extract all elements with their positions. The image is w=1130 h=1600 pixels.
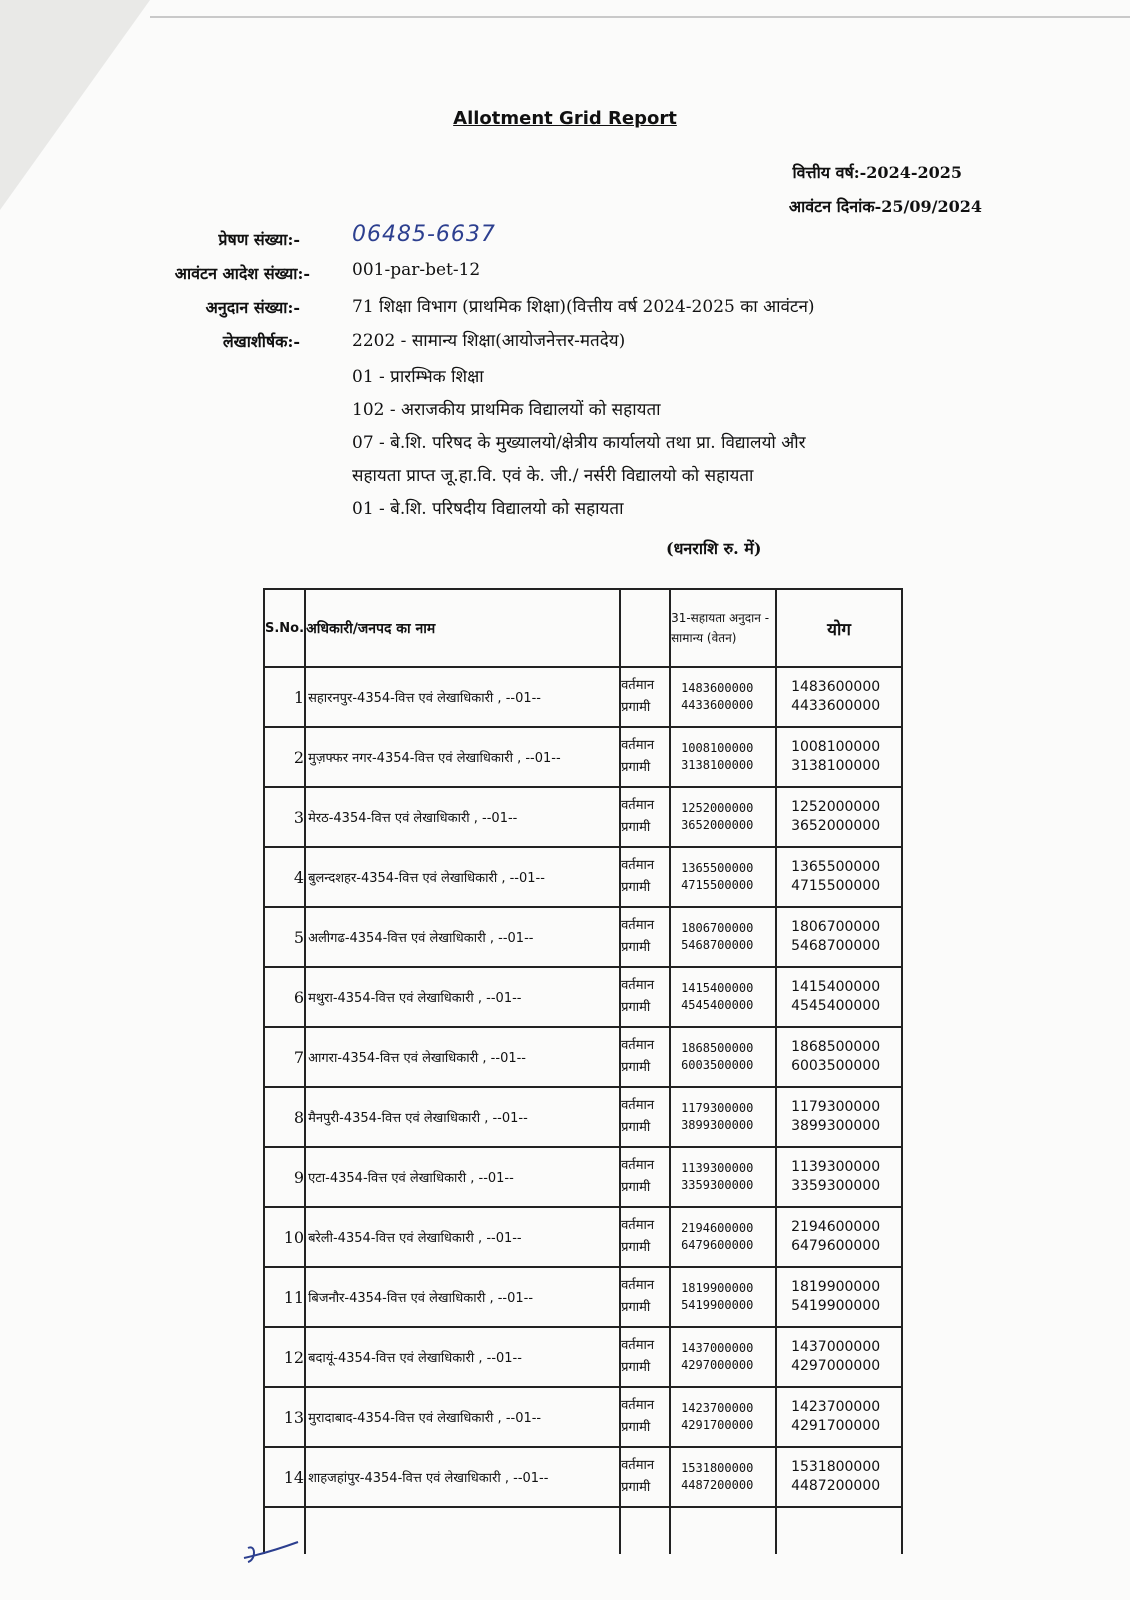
row-type-labels — [620, 1087, 670, 1147]
table-continuation-row — [264, 1507, 902, 1554]
table-row — [264, 967, 902, 1027]
total-progressive-amount: 6479600000 — [791, 1238, 881, 1254]
grant-progressive-amount: 6479600000 — [681, 1238, 754, 1252]
row-grant-amounts — [670, 1447, 776, 1507]
type-progressive-label: प्रगामी — [621, 1060, 651, 1075]
row-sno: 10 — [264, 1207, 305, 1267]
total-progressive-amount: 4545400000 — [791, 998, 881, 1014]
row-officer-name: मथुरा-4354-वित्त एवं लेखाधिकारी , --01-- — [305, 967, 620, 1027]
type-current-label: वर्तमान — [621, 978, 655, 993]
table-row — [264, 787, 902, 847]
total-current-amount: 2194600000 — [791, 1219, 881, 1235]
grant-current-amount: 1806700000 — [681, 921, 754, 935]
total-current-amount: 1179300000 — [791, 1099, 881, 1115]
table-row — [264, 1087, 902, 1147]
row-total-amounts — [776, 847, 902, 907]
total-progressive-amount: 4291700000 — [791, 1418, 881, 1434]
grant-progressive-amount: 4715500000 — [681, 878, 754, 892]
dispatch-number-label: प्रेषण संख्या:- — [218, 230, 300, 249]
row-officer-name: बुलन्दशहर-4354-वित्त एवं लेखाधिकारी , --01-- — [305, 847, 620, 907]
table-row — [264, 1207, 902, 1267]
type-current-label: वर्तमान — [621, 1338, 655, 1353]
row-total-amounts — [776, 787, 902, 847]
row-officer-name: सहारनपुर-4354-वित्त एवं लेखाधिकारी , --01-- — [305, 667, 620, 727]
account-head-line-6: 01 - बे.शि. परिषदीय विद्यालयो को सहायता — [352, 499, 624, 519]
row-grant-amounts — [670, 1267, 776, 1327]
grant-progressive-amount: 4291700000 — [681, 1418, 754, 1432]
row-sno: 1 — [264, 667, 305, 727]
type-current-label: वर्तमान — [621, 798, 655, 813]
grant-progressive-amount: 4297000000 — [681, 1358, 754, 1372]
row-total-amounts — [776, 1147, 902, 1207]
grant-progressive-amount: 5468700000 — [681, 938, 754, 952]
row-grant-amounts — [670, 787, 776, 847]
col-header-type — [620, 589, 670, 667]
row-total-amounts — [776, 667, 902, 727]
row-type-labels — [620, 1027, 670, 1087]
allotment-date: आवंटन दिनांक-25/09/2024 — [788, 197, 982, 216]
row-sno: 9 — [264, 1147, 305, 1207]
report-title: Allotment Grid Report — [453, 108, 677, 129]
type-progressive-label: प्रगामी — [621, 1420, 651, 1435]
grant-current-amount: 1819900000 — [681, 1281, 754, 1295]
type-progressive-label: प्रगामी — [621, 760, 651, 775]
row-type-labels — [620, 1207, 670, 1267]
total-progressive-amount: 6003500000 — [791, 1058, 881, 1074]
row-type-labels — [620, 1447, 670, 1507]
row-total-amounts — [776, 907, 902, 967]
row-type-labels — [620, 1327, 670, 1387]
type-current-label: वर्तमान — [621, 1038, 655, 1053]
type-progressive-label: प्रगामी — [621, 940, 651, 955]
row-sno: 2 — [264, 727, 305, 787]
row-officer-name: मेरठ-4354-वित्त एवं लेखाधिकारी , --01-- — [305, 787, 620, 847]
row-total-amounts — [776, 1387, 902, 1447]
type-progressive-label: प्रगामी — [621, 1240, 651, 1255]
grant-current-amount: 2194600000 — [681, 1221, 754, 1235]
grant-current-amount: 1365500000 — [681, 861, 754, 875]
type-current-label: वर्तमान — [621, 1098, 655, 1113]
total-current-amount: 1806700000 — [791, 919, 881, 935]
row-sno: 13 — [264, 1387, 305, 1447]
grant-current-amount: 1252000000 — [681, 801, 754, 815]
col-header-officer: अधिकारी/जनपद का नाम — [305, 589, 620, 667]
grant-number-value: 71 शिक्षा विभाग (प्राथमिक शिक्षा)(वित्तीय वर्ष 2024-2025 का आवंटन) — [352, 297, 815, 317]
row-officer-name: बदायूं-4354-वित्त एवं लेखाधिकारी , --01-- — [305, 1327, 620, 1387]
grant-current-amount: 1437000000 — [681, 1341, 754, 1355]
table-row — [264, 1387, 902, 1447]
initial-mark — [242, 1538, 302, 1566]
row-sno: 5 — [264, 907, 305, 967]
row-grant-amounts — [670, 727, 776, 787]
row-grant-amounts — [670, 1027, 776, 1087]
grant-current-amount: 1179300000 — [681, 1101, 754, 1115]
row-officer-name: आगरा-4354-वित्त एवं लेखाधिकारी , --01-- — [305, 1027, 620, 1087]
row-grant-amounts — [670, 847, 776, 907]
type-current-label: वर्तमान — [621, 1218, 655, 1233]
row-total-amounts — [776, 1447, 902, 1507]
table-row — [264, 1327, 902, 1387]
type-current-label: वर्तमान — [621, 678, 655, 693]
grant-current-amount: 1008100000 — [681, 741, 754, 755]
total-progressive-amount: 4433600000 — [791, 698, 881, 714]
type-progressive-label: प्रगामी — [621, 1000, 651, 1015]
row-type-labels — [620, 727, 670, 787]
row-total-amounts — [776, 727, 902, 787]
row-grant-amounts — [670, 967, 776, 1027]
row-grant-amounts — [670, 1147, 776, 1207]
row-officer-name: मुज़फ्फर नगर-4354-वित्त एवं लेखाधिकारी , --01-- — [305, 727, 620, 787]
scan-edge — [150, 16, 1130, 18]
grant-progressive-amount: 3899300000 — [681, 1118, 754, 1132]
row-total-amounts — [776, 1207, 902, 1267]
order-number-label: आवंटन आदेश संख्या:- — [174, 264, 310, 283]
type-progressive-label: प्रगामी — [621, 1480, 651, 1495]
row-grant-amounts — [670, 1327, 776, 1387]
account-head-line-3: 102 - अराजकीय प्राथमिक विद्यालयों को सहायता — [352, 400, 661, 420]
total-current-amount: 1437000000 — [791, 1339, 881, 1355]
type-progressive-label: प्रगामी — [621, 1120, 651, 1135]
type-progressive-label: प्रगामी — [621, 700, 651, 715]
row-sno: 11 — [264, 1267, 305, 1327]
total-progressive-amount: 3652000000 — [791, 818, 881, 834]
type-current-label: वर्तमान — [621, 1278, 655, 1293]
grant-progressive-amount: 3652000000 — [681, 818, 754, 832]
row-sno: 4 — [264, 847, 305, 907]
row-type-labels — [620, 967, 670, 1027]
type-progressive-label: प्रगामी — [621, 1300, 651, 1315]
type-progressive-label: प्रगामी — [621, 1180, 651, 1195]
grant-current-amount: 1868500000 — [681, 1041, 754, 1055]
row-type-labels — [620, 667, 670, 727]
type-current-label: वर्तमान — [621, 858, 655, 873]
row-officer-name: शाहजहांपुर-4354-वित्त एवं लेखाधिकारी , --01-- — [305, 1447, 620, 1507]
table-row — [264, 1027, 902, 1087]
row-sno: 7 — [264, 1027, 305, 1087]
total-progressive-amount: 3359300000 — [791, 1178, 881, 1194]
grant-number-label: अनुदान संख्या:- — [205, 298, 300, 317]
row-type-labels — [620, 1387, 670, 1447]
total-current-amount: 1423700000 — [791, 1399, 881, 1415]
grant-progressive-amount: 3138100000 — [681, 758, 754, 772]
table-header-row — [264, 589, 902, 667]
total-current-amount: 1008100000 — [791, 739, 881, 755]
grant-progressive-amount: 4487200000 — [681, 1478, 754, 1492]
total-current-amount: 1415400000 — [791, 979, 881, 995]
row-total-amounts — [776, 1267, 902, 1327]
row-total-amounts — [776, 1087, 902, 1147]
row-sno: 8 — [264, 1087, 305, 1147]
grant-current-amount: 1415400000 — [681, 981, 754, 995]
row-sno: 12 — [264, 1327, 305, 1387]
type-current-label: वर्तमान — [621, 1398, 655, 1413]
row-officer-name: अलीगढ-4354-वित्त एवं लेखाधिकारी , --01-- — [305, 907, 620, 967]
account-head-line-4: 07 - बे.शि. परिषद के मुख्यालयो/क्षेत्रीय कार्यालयो तथा प्रा. विद्यालयो और — [352, 433, 806, 453]
table-row — [264, 1267, 902, 1327]
row-type-labels — [620, 787, 670, 847]
total-progressive-amount: 3899300000 — [791, 1118, 881, 1134]
dispatch-number-handwritten: 06485-6637 — [352, 222, 496, 247]
amount-unit-note: (धनराशि रु. में) — [666, 539, 762, 558]
grant-progressive-amount: 3359300000 — [681, 1178, 754, 1192]
table-row — [264, 667, 902, 727]
page-fold — [0, 0, 150, 210]
row-officer-name: बरेली-4354-वित्त एवं लेखाधिकारी , --01-- — [305, 1207, 620, 1267]
grant-progressive-amount: 4433600000 — [681, 698, 754, 712]
type-current-label: वर्तमान — [621, 1158, 655, 1173]
total-progressive-amount: 5419900000 — [791, 1298, 881, 1314]
grant-progressive-amount: 5419900000 — [681, 1298, 754, 1312]
grant-current-amount: 1531800000 — [681, 1461, 754, 1475]
col-header-grant: 31-सहायता अनुदान - सामान्य (वेतन) — [670, 589, 776, 667]
grant-current-amount: 1139300000 — [681, 1161, 754, 1175]
row-type-labels — [620, 847, 670, 907]
total-progressive-amount: 4297000000 — [791, 1358, 881, 1374]
type-progressive-label: प्रगामी — [621, 820, 651, 835]
grant-progressive-amount: 4545400000 — [681, 998, 754, 1012]
total-current-amount: 1483600000 — [791, 679, 881, 695]
type-current-label: वर्तमान — [621, 738, 655, 753]
row-grant-amounts — [670, 1207, 776, 1267]
row-grant-amounts — [670, 1387, 776, 1447]
col-header-total: योग — [776, 589, 902, 667]
row-grant-amounts — [670, 667, 776, 727]
order-number-value: 001-par-bet-12 — [352, 260, 481, 280]
type-current-label: वर्तमान — [621, 918, 655, 933]
total-current-amount: 1139300000 — [791, 1159, 881, 1175]
row-officer-name: मुरादाबाद-4354-वित्त एवं लेखाधिकारी , --01-- — [305, 1387, 620, 1447]
financial-year: वित्तीय वर्ष:-2024-2025 — [792, 163, 962, 182]
row-type-labels — [620, 1147, 670, 1207]
table-row — [264, 1147, 902, 1207]
row-type-labels — [620, 907, 670, 967]
grant-progressive-amount: 6003500000 — [681, 1058, 754, 1072]
total-progressive-amount: 5468700000 — [791, 938, 881, 954]
account-head-line-2: 01 - प्रारम्भिक शिक्षा — [352, 367, 484, 387]
col-header-sno: S.No. — [264, 589, 305, 667]
row-officer-name: मैनपुरी-4354-वित्त एवं लेखाधिकारी , --01-- — [305, 1087, 620, 1147]
type-progressive-label: प्रगामी — [621, 880, 651, 895]
total-current-amount: 1819900000 — [791, 1279, 881, 1295]
row-officer-name: बिजनौर-4354-वित्त एवं लेखाधिकारी , --01-- — [305, 1267, 620, 1327]
row-sno: 14 — [264, 1447, 305, 1507]
account-head-line-1: 2202 - सामान्य शिक्षा(आयोजनेत्तर-मतदेय) — [352, 331, 626, 351]
table-row — [264, 1447, 902, 1507]
table-row — [264, 847, 902, 907]
row-sno: 3 — [264, 787, 305, 847]
total-current-amount: 1365500000 — [791, 859, 881, 875]
type-progressive-label: प्रगामी — [621, 1360, 651, 1375]
grant-current-amount: 1483600000 — [681, 681, 754, 695]
row-type-labels — [620, 1267, 670, 1327]
row-total-amounts — [776, 967, 902, 1027]
row-officer-name: एटा-4354-वित्त एवं लेखाधिकारी , --01-- — [305, 1147, 620, 1207]
total-current-amount: 1868500000 — [791, 1039, 881, 1055]
table-row — [264, 907, 902, 967]
grant-current-amount: 1423700000 — [681, 1401, 754, 1415]
total-current-amount: 1252000000 — [791, 799, 881, 815]
row-total-amounts — [776, 1327, 902, 1387]
total-progressive-amount: 4487200000 — [791, 1478, 881, 1494]
total-progressive-amount: 4715500000 — [791, 878, 881, 894]
total-progressive-amount: 3138100000 — [791, 758, 881, 774]
account-head-line-5: सहायता प्राप्त जू.हा.वि. एवं के. जी./ नर्सरी विद्यालयो को सहायता — [352, 466, 754, 486]
total-current-amount: 1531800000 — [791, 1459, 881, 1475]
row-sno: 6 — [264, 967, 305, 1027]
row-grant-amounts — [670, 907, 776, 967]
row-total-amounts — [776, 1027, 902, 1087]
account-head-label: लेखाशीर्षक:- — [222, 332, 300, 351]
table-row — [264, 727, 902, 787]
row-grant-amounts — [670, 1087, 776, 1147]
allotment-table — [263, 588, 903, 1554]
type-current-label: वर्तमान — [621, 1458, 655, 1473]
